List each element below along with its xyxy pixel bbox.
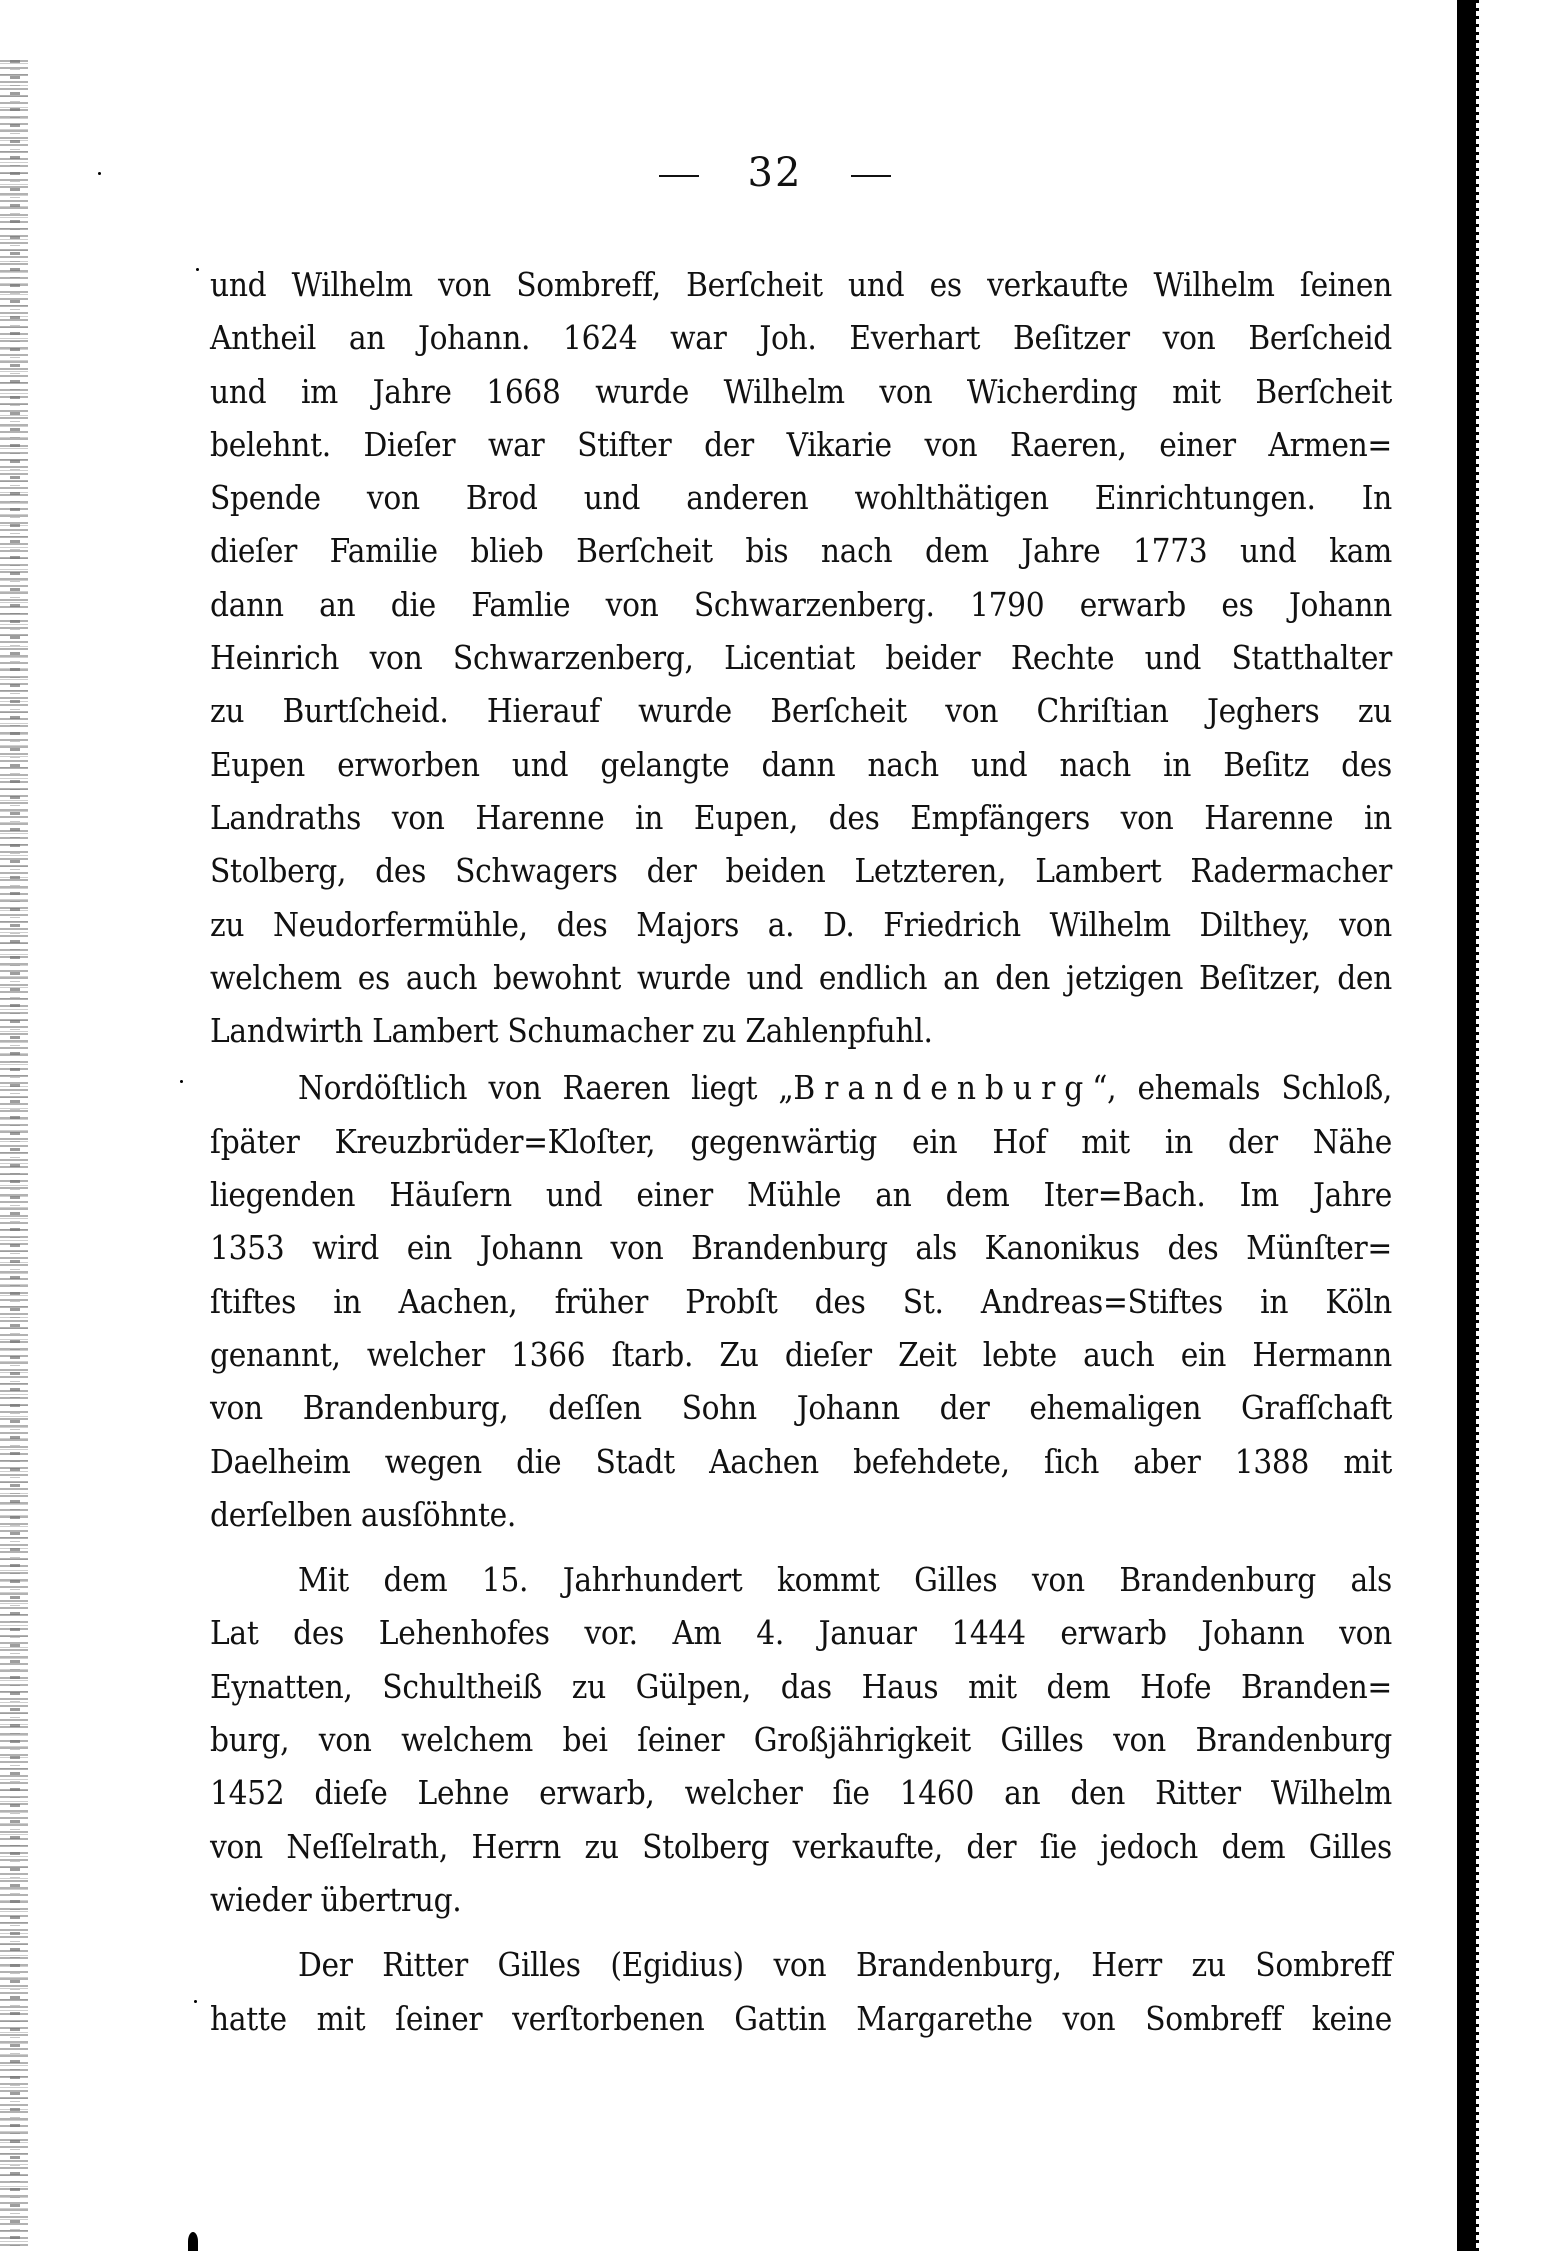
text-line: zu Burtſcheid. Hierauf wurde Berſcheit von Chriſtian Jeghers zu	[210, 691, 1392, 731]
text-line: von Neſſelrath, Herrn zu Stolberg verkaufte, der ſie jedoch dem Gilles	[210, 1826, 1392, 1866]
text-line: 1353 wird ein Johann von Brandenburg als Kanonikus des Münſter=	[210, 1228, 1392, 1268]
text-line: Antheil an Johann. 1624 war Joh. Everhart Beſitzer von Berſcheid	[210, 318, 1392, 358]
scan-speck	[196, 268, 199, 271]
text-line: Landraths von Harenne in Eupen, des Empfängers von Harenne in	[210, 797, 1392, 837]
text-line: burg, von welchem bei ſeiner Großjährigkeit Gilles von Brandenburg	[210, 1720, 1392, 1760]
text-line: belehnt. Dieſer war Stifter der Vikarie von Raeren, einer Armen=	[210, 424, 1392, 464]
text-line: und im Jahre 1668 wurde Wilhelm von Wicherding mit Berſcheit	[210, 371, 1392, 411]
text-line: Eynatten, Schultheiß zu Gülpen, das Haus mit dem Hofe Branden=	[210, 1666, 1392, 1706]
text-line: Landwirth Lambert Schumacher zu Zahlenpfuhl.	[210, 1011, 933, 1051]
text-line: genannt, welcher 1366 ſtarb. Zu dieſer Zeit lebte auch ein Hermann	[210, 1334, 1392, 1374]
emphasized-word: Brandenburg	[793, 1068, 1093, 1108]
text-line: Eupen erworben und gelangte dann nach und nach in Beſitz des	[210, 744, 1392, 784]
scan-speck	[98, 172, 101, 175]
text-line: Nordöſtlich von Raeren liegt „Brandenburg“, ehemals Schloß,	[298, 1068, 1392, 1108]
text-line: liegenden Häuſern und einer Mühle an dem Iter=Bach. Im Jahre	[210, 1175, 1392, 1215]
scan-binding-edge	[0, 60, 28, 2251]
text-line: hatte mit ſeiner verſtorbenen Gattin Margarethe von Sombreff keine	[210, 1998, 1392, 2038]
scan-ink-mark	[188, 2232, 198, 2251]
page-number-header	[0, 150, 1550, 196]
text-line: dann an die Famlie von Schwarzenberg. 1790 erwarb es Johann	[210, 584, 1392, 624]
page-number-dash-left	[659, 175, 699, 177]
text-line: von Brandenburg, deſſen Sohn Johann der ehemaligen Grafſchaft	[210, 1388, 1392, 1428]
page-number: 32	[747, 150, 803, 196]
text-line: Spende von Brod und anderen wohlthätigen Einrichtungen. In	[210, 478, 1392, 518]
text-line: Mit dem 15. Jahrhundert kommt Gilles von Brandenburg als	[298, 1560, 1392, 1600]
text-line: Heinrich von Schwarzenberg, Licentiat beider Rechte und Statthalter	[210, 638, 1392, 678]
paragraph-3	[210, 1553, 1392, 1926]
text-line: derſelben ausſöhnte.	[210, 1494, 516, 1534]
text-line: und Wilhelm von Sombreff, Berſcheit und es verkaufte Wilhelm ſeinen	[210, 265, 1392, 304]
text-line: Daelheim wegen die Stadt Aachen befehdete, ſich aber 1388 mit	[210, 1441, 1392, 1481]
text-line: Stolberg, des Schwagers der beiden Letzteren, Lambert Radermacher	[210, 851, 1392, 891]
paragraph-spacer	[210, 1926, 1392, 1938]
text-line: welchem es auch bewohnt wurde und endlich an den jetzigen Beſitzer, den	[210, 957, 1392, 997]
paragraph-spacer	[210, 1541, 1392, 1553]
text-line: ſtiftes in Aachen, früher Probſt des St. Andreas=Stiftes in Köln	[210, 1281, 1392, 1321]
text-line: dieſer Familie blieb Berſcheit bis nach dem Jahre 1773 und kam	[210, 531, 1392, 571]
scan-speck	[180, 1080, 183, 1083]
paragraph-2	[210, 1061, 1392, 1541]
page-number-dash-right	[851, 175, 891, 177]
text-line: Der Ritter Gilles (Egidius) von Brandenburg, Herr zu Sombreff	[298, 1945, 1392, 1985]
text-line: wieder übertrug.	[210, 1879, 462, 1919]
scan-speck	[194, 2000, 197, 2003]
paragraph-1	[210, 258, 1392, 1057]
body-text	[210, 258, 1392, 2045]
text-line: zu Neudorfermühle, des Majors a. D. Friedrich Wilhelm Dilthey, von	[210, 904, 1392, 944]
text-line: Lat des Lehenhofes vor. Am 4. Januar 1444 erwarb Johann von	[210, 1613, 1392, 1653]
text-line: 1452 dieſe Lehne erwarb, welcher ſie 1460 an den Ritter Wilhelm	[210, 1773, 1392, 1813]
text-line: ſpäter Kreuzbrüder=Kloſter, gegenwärtig ein Hof mit in der Nähe	[210, 1121, 1392, 1161]
paragraph-4	[210, 1938, 1392, 2045]
scan-page-edge-bar	[1457, 0, 1476, 2251]
